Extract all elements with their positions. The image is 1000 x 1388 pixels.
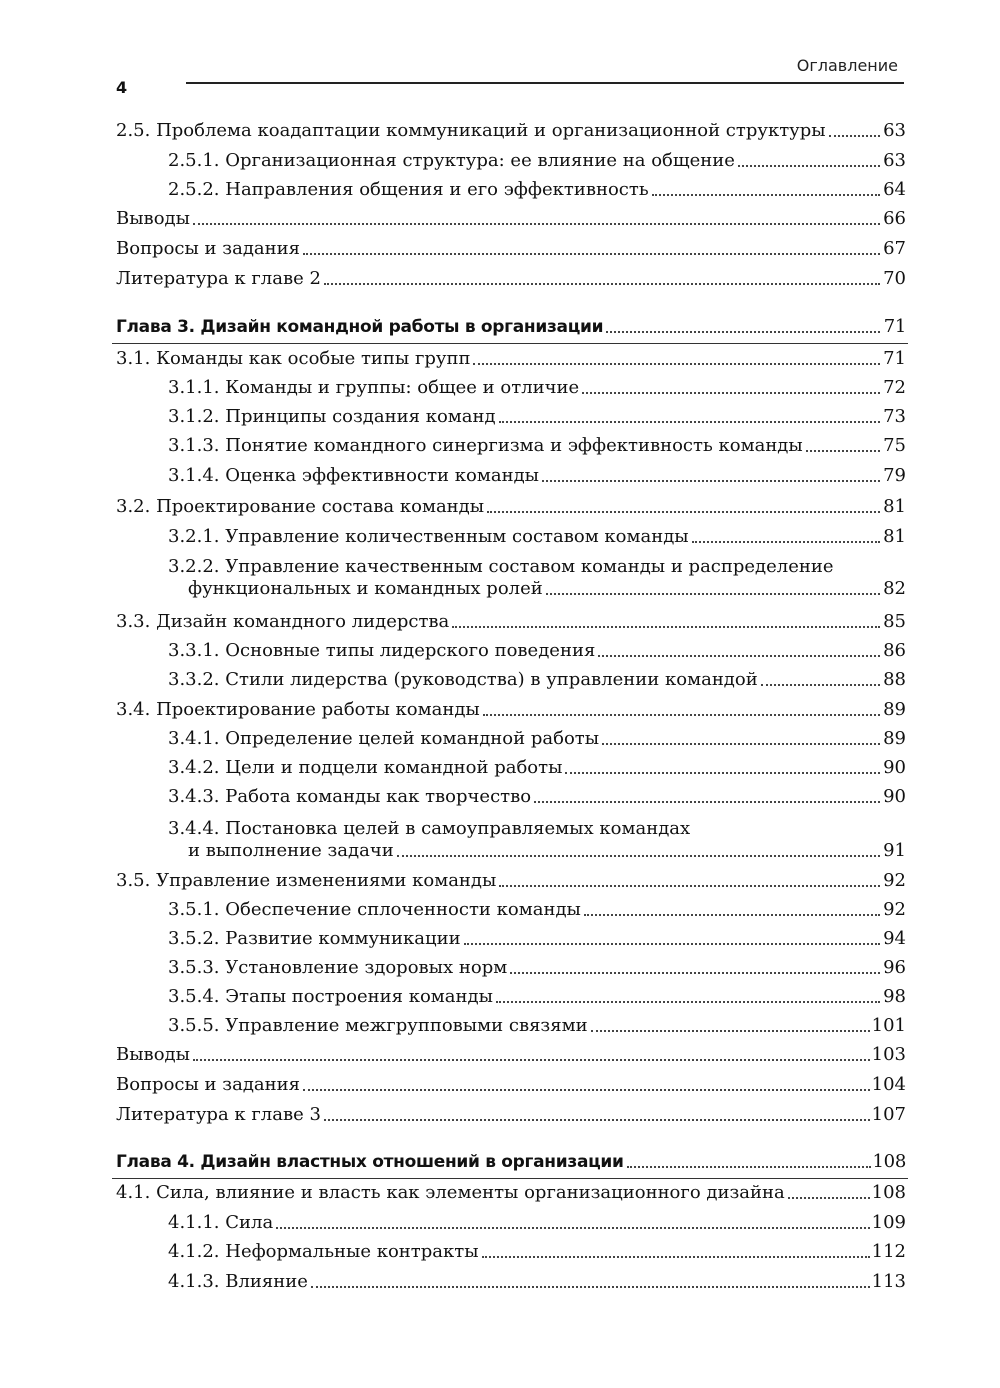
toc-page-ref: 92 (883, 870, 906, 891)
toc-entry[interactable]: 3.5.3. Установление здоровых норм 96 (168, 957, 906, 978)
toc-entry[interactable]: 3.3.1. Основные типы лидерского поведения 86 (168, 640, 906, 661)
toc-page-ref: 70 (883, 268, 906, 289)
toc-entry[interactable]: Выводы 103 (116, 1044, 906, 1065)
toc-entry[interactable]: 3.4.1. Определение целей командной работы 89 (168, 728, 906, 749)
toc-page-ref: 112 (871, 1241, 906, 1262)
toc-entry[interactable]: 4.1. Сила, влияние и власть как элементы организационного дизайна 108 (116, 1182, 906, 1203)
toc-entry[interactable]: 3.2. Проектирование состава команды 81 (116, 496, 906, 517)
toc-entry[interactable]: Литература к главе 2 70 (116, 268, 906, 289)
toc-page-ref: 85 (883, 611, 906, 632)
toc-chapter[interactable]: Глава 4. Дизайн властных отношений в организации 108 (116, 1151, 906, 1172)
toc-page-ref: 103 (871, 1044, 906, 1065)
toc-page-ref: 101 (871, 1015, 906, 1036)
page-number: 4 (116, 78, 128, 97)
toc-page-ref: 66 (883, 208, 906, 229)
toc-page-ref: 89 (883, 728, 906, 749)
toc-page-ref: 89 (883, 699, 906, 720)
toc-entry[interactable]: 3.3.2. Стили лидерства (руководства) в управлении командой 88 (168, 669, 906, 690)
toc-entry[interactable]: 3.4. Проектирование работы команды 89 (116, 699, 906, 720)
toc-entry[interactable]: Выводы 66 (116, 208, 906, 229)
toc-page-ref: 63 (883, 120, 906, 141)
toc-entry[interactable]: 3.3. Дизайн командного лидерства 85 (116, 611, 906, 632)
toc-page-ref: 90 (883, 786, 906, 807)
toc-page-ref: 91 (883, 840, 906, 861)
toc-page-ref: 71 (883, 316, 906, 337)
toc-page-ref: 73 (883, 406, 906, 427)
toc-entry[interactable]: 3.5.4. Этапы построения команды 98 (168, 986, 906, 1007)
toc-page-ref: 108 (871, 1182, 906, 1203)
toc-page-ref: 67 (883, 238, 906, 259)
toc-page-ref: 88 (883, 669, 906, 690)
toc-entry[interactable]: 4.1.1. Сила 109 (168, 1212, 906, 1233)
toc-entry[interactable]: 3.5.1. Обеспечение сплоченности команды 92 (168, 899, 906, 920)
toc-page-ref: 72 (883, 377, 906, 398)
toc-page-ref: 113 (871, 1271, 906, 1292)
divider (112, 343, 908, 344)
toc-page-ref: 108 (872, 1151, 906, 1172)
running-header-title: Оглавление (796, 56, 898, 75)
toc-page-ref: 81 (883, 496, 906, 517)
toc-entry[interactable]: 4.1.3. Влияние 113 (168, 1271, 906, 1292)
toc-page-ref: 92 (883, 899, 906, 920)
toc-entry[interactable]: Литература к главе 3 107 (116, 1104, 906, 1125)
toc-entry[interactable]: 3.5.2. Развитие коммуникации 94 (168, 928, 906, 949)
toc-entry[interactable]: 3.2.1. Управление количественным составом команды 81 (168, 526, 906, 547)
toc-entry[interactable]: 3.1.1. Команды и группы: общее и отличие 72 (168, 377, 906, 398)
toc-page-ref: 75 (883, 435, 906, 456)
toc-entry[interactable]: 3.5.5. Управление межгрупповыми связями 101 (168, 1015, 906, 1036)
toc-entry[interactable]: 3.4.2. Цели и подцели командной работы 90 (168, 757, 906, 778)
toc-page-ref: 63 (883, 150, 906, 171)
toc-entry[interactable]: 3.5. Управление изменениями команды 92 (116, 870, 906, 891)
toc-entry[interactable]: 2.5. Проблема коадаптации коммуникаций и организационной структуры 63 (116, 120, 906, 141)
toc-entry[interactable]: 4.1.2. Неформальные контракты 112 (168, 1241, 906, 1262)
toc-page-ref: 94 (883, 928, 906, 949)
divider (112, 1178, 908, 1179)
toc-page-ref: 86 (883, 640, 906, 661)
toc-page-ref: 90 (883, 757, 906, 778)
toc-entry[interactable]: 3.1.4. Оценка эффективности команды 79 (168, 465, 906, 486)
toc-page-ref: 109 (871, 1212, 906, 1233)
toc-entry[interactable]: 2.5.1. Организационная структура: ее влияние на общение 63 (168, 150, 906, 171)
toc-page-ref: 79 (883, 465, 906, 486)
toc-entry[interactable]: Вопросы и задания 67 (116, 238, 906, 259)
toc-page-ref: 81 (883, 526, 906, 547)
toc-entry[interactable]: 3.4.4. Постановка целей в самоуправляемых командах и выполнение задачи 91 (168, 818, 906, 861)
toc-entry[interactable]: 2.5.2. Направления общения и его эффективность 64 (168, 179, 906, 200)
toc-page-ref: 64 (883, 179, 906, 200)
toc-entry[interactable]: 3.1. Команды как особые типы групп 71 (116, 348, 906, 369)
toc-entry[interactable]: 3.1.2. Принципы создания команд 73 (168, 406, 906, 427)
toc-entry[interactable]: 3.2.2. Управление качественным составом команды и распределение функциональных и командных ролей 82 (168, 556, 906, 599)
toc-page-ref: 71 (883, 348, 906, 369)
toc-page-ref: 104 (871, 1074, 906, 1095)
toc-page-ref: 82 (883, 578, 906, 599)
toc-page-ref: 98 (883, 986, 906, 1007)
toc-entry[interactable]: 3.1.3. Понятие командного синергизма и эффективность команды 75 (168, 435, 906, 456)
toc-page-ref: 107 (871, 1104, 906, 1125)
toc-entry[interactable]: Вопросы и задания 104 (116, 1074, 906, 1095)
toc-page-ref: 96 (883, 957, 906, 978)
toc-chapter[interactable]: Глава 3. Дизайн командной работы в организации 71 (116, 316, 906, 337)
toc-entry[interactable]: 3.4.3. Работа команды как творчество 90 (168, 786, 906, 807)
